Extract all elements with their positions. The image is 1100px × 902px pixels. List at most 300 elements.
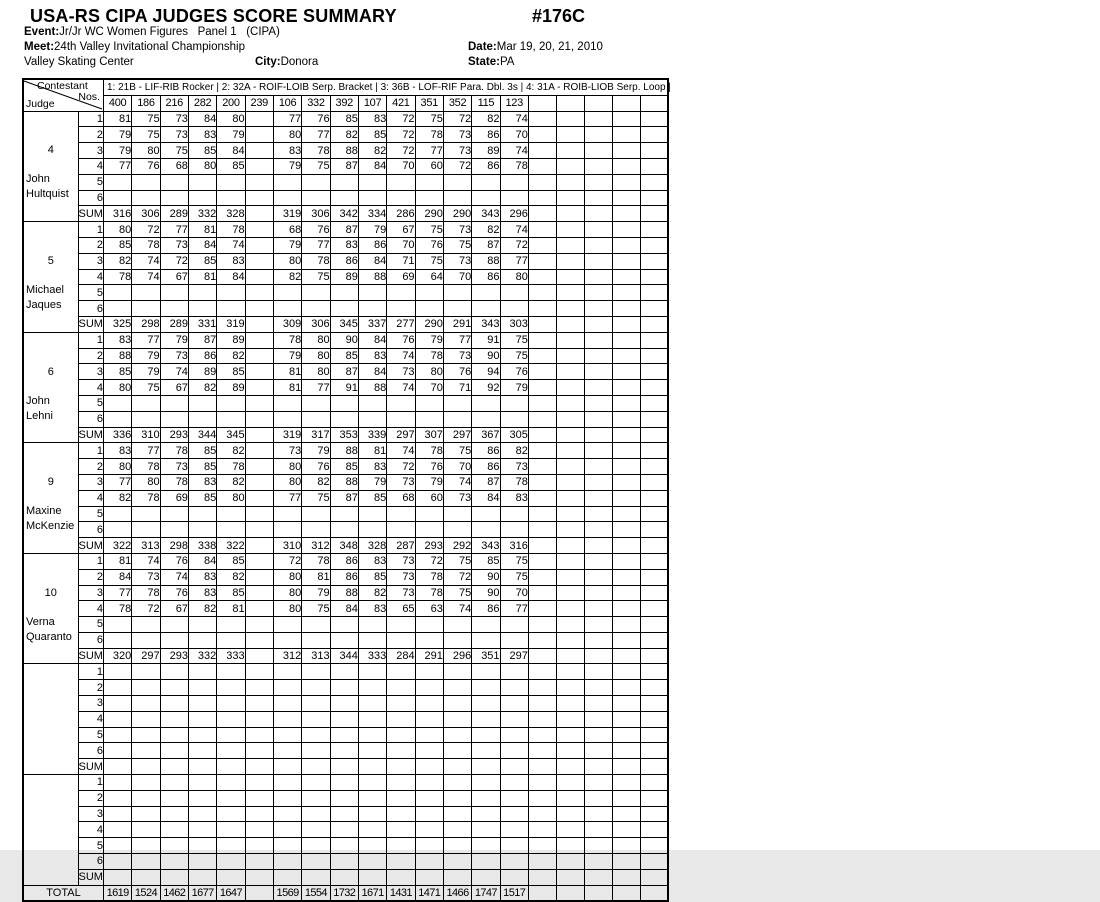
empty-score-cell <box>640 775 668 791</box>
score-cell: 77 <box>273 111 301 127</box>
score-cell: 80 <box>415 364 443 380</box>
empty-score-cell <box>612 664 640 680</box>
score-cell: 80 <box>217 111 245 127</box>
score-cell <box>302 775 330 791</box>
sum-cell: 316 <box>500 538 528 554</box>
sum-cell: 277 <box>387 316 415 332</box>
score-cell <box>132 838 160 854</box>
judge-name <box>24 394 78 424</box>
score-cell <box>500 775 528 791</box>
sum-cell: 290 <box>415 316 443 332</box>
score-cell <box>528 790 556 806</box>
score-cell: 74 <box>443 474 471 490</box>
empty-score-cell <box>640 111 668 127</box>
score-cell: 87 <box>330 158 358 174</box>
score-cell <box>132 395 160 411</box>
score-cell <box>387 711 415 727</box>
empty-score-cell <box>557 490 585 506</box>
sum-cell <box>245 759 273 775</box>
contestant-number-header: 115 <box>472 95 500 111</box>
score-cell: 86 <box>472 459 500 475</box>
score-cell <box>103 790 131 806</box>
score-cell <box>500 822 528 838</box>
empty-score-cell <box>612 538 640 554</box>
score-cell: 83 <box>103 332 131 348</box>
score-cell <box>472 711 500 727</box>
score-cell <box>245 490 273 506</box>
total-cell: 1619 <box>103 885 131 901</box>
contestant-number-header <box>528 95 556 111</box>
figure-row-label: 1 <box>78 222 103 238</box>
score-cell <box>188 285 216 301</box>
score-cell <box>103 806 131 822</box>
empty-score-cell <box>612 838 640 854</box>
score-cell <box>245 680 273 696</box>
score-cell: 89 <box>217 380 245 396</box>
score-cell: 77 <box>500 601 528 617</box>
score-cell <box>472 522 500 538</box>
city-value: Donora <box>280 56 319 68</box>
score-cell <box>103 743 131 759</box>
score-cell <box>245 569 273 585</box>
score-cell: 80 <box>273 127 301 143</box>
empty-score-cell <box>557 443 585 459</box>
score-cell: 73 <box>160 127 188 143</box>
sum-cell: 319 <box>217 316 245 332</box>
empty-score-cell <box>584 427 612 443</box>
score-cell <box>358 664 386 680</box>
score-cell <box>358 522 386 538</box>
score-cell: 74 <box>132 553 160 569</box>
figure-row-label: 5 <box>78 506 103 522</box>
score-cell: 80 <box>132 143 160 159</box>
empty-score-cell <box>640 174 668 190</box>
score-cell: 82 <box>358 143 386 159</box>
score-cell <box>330 775 358 791</box>
score-cell: 73 <box>160 237 188 253</box>
empty-header-cell <box>640 95 668 111</box>
score-cell: 91 <box>472 332 500 348</box>
score-cell <box>443 838 471 854</box>
empty-score-cell <box>612 522 640 538</box>
total-cell: 1554 <box>302 885 330 901</box>
score-cell <box>358 854 386 870</box>
score-cell <box>528 711 556 727</box>
score-cell <box>472 190 500 206</box>
score-cell <box>528 601 556 617</box>
empty-score-cell <box>557 601 585 617</box>
score-cell <box>358 395 386 411</box>
score-cell <box>528 522 556 538</box>
score-cell <box>188 190 216 206</box>
score-cell: 83 <box>188 585 216 601</box>
sum-cell: 310 <box>273 538 301 554</box>
empty-score-cell <box>557 237 585 253</box>
score-cell <box>245 617 273 633</box>
score-cell <box>387 743 415 759</box>
empty-score-cell <box>557 727 585 743</box>
event-label: Event: <box>24 26 60 38</box>
sum-cell: 306 <box>132 206 160 222</box>
venue-value: Valley Skating Center <box>24 56 134 68</box>
sum-cell: 290 <box>443 206 471 222</box>
score-cell: 74 <box>387 380 415 396</box>
empty-score-cell <box>640 158 668 174</box>
score-cell <box>330 285 358 301</box>
sum-cell: 367 <box>472 427 500 443</box>
score-cell: 92 <box>472 380 500 396</box>
sum-cell: 338 <box>188 538 216 554</box>
score-cell: 85 <box>358 490 386 506</box>
score-cell <box>330 838 358 854</box>
score-cell <box>387 411 415 427</box>
score-cell <box>245 743 273 759</box>
venue-line <box>24 56 134 68</box>
score-cell <box>302 696 330 712</box>
score-cell <box>443 285 471 301</box>
score-cell: 75 <box>132 111 160 127</box>
score-cell <box>132 806 160 822</box>
empty-score-cell <box>557 743 585 759</box>
score-cell: 67 <box>387 222 415 238</box>
score-cell <box>103 854 131 870</box>
empty-score-cell <box>612 190 640 206</box>
score-cell: 79 <box>132 364 160 380</box>
score-cell: 76 <box>302 111 330 127</box>
score-cell: 83 <box>217 253 245 269</box>
empty-score-cell <box>557 253 585 269</box>
sum-cell <box>443 759 471 775</box>
empty-score-cell <box>584 143 612 159</box>
score-cell: 89 <box>330 269 358 285</box>
sum-cell: 342 <box>330 206 358 222</box>
score-cell <box>302 522 330 538</box>
empty-score-cell <box>640 696 668 712</box>
score-cell <box>188 174 216 190</box>
score-cell <box>358 285 386 301</box>
empty-score-cell <box>584 301 612 317</box>
empty-header-cell <box>557 95 585 111</box>
score-cell <box>415 411 443 427</box>
empty-score-cell <box>584 111 612 127</box>
sum-cell <box>528 427 556 443</box>
figure-row-label: 6 <box>78 301 103 317</box>
score-cell <box>528 158 556 174</box>
event-line <box>24 26 280 38</box>
sum-cell: 348 <box>330 538 358 554</box>
contestant-number-header: 332 <box>302 95 330 111</box>
sum-cell <box>160 759 188 775</box>
score-cell: 73 <box>132 569 160 585</box>
score-cell: 78 <box>415 569 443 585</box>
judge-name <box>24 504 78 534</box>
score-cell: 78 <box>415 443 443 459</box>
score-cell <box>528 411 556 427</box>
score-cell <box>330 790 358 806</box>
empty-score-cell <box>584 553 612 569</box>
score-cell: 84 <box>103 569 131 585</box>
score-cell: 83 <box>358 348 386 364</box>
score-cell: 74 <box>443 601 471 617</box>
score-cell <box>188 680 216 696</box>
score-cell: 79 <box>415 474 443 490</box>
empty-score-cell <box>584 459 612 475</box>
empty-score-cell <box>640 759 668 775</box>
score-cell: 80 <box>302 348 330 364</box>
score-cell: 72 <box>443 158 471 174</box>
score-cell <box>132 522 160 538</box>
score-cell <box>188 838 216 854</box>
score-cell: 70 <box>500 585 528 601</box>
score-cell: 72 <box>387 127 415 143</box>
figure-row-label: 5 <box>78 395 103 411</box>
sum-cell: 353 <box>330 427 358 443</box>
score-cell <box>387 617 415 633</box>
sum-cell <box>528 316 556 332</box>
score-cell <box>160 617 188 633</box>
total-label: TOTAL <box>23 885 103 901</box>
score-cell <box>330 617 358 633</box>
empty-score-cell <box>640 206 668 222</box>
score-cell <box>217 838 245 854</box>
empty-score-cell <box>612 111 640 127</box>
judge-name-line2: Quaranto <box>26 630 72 643</box>
score-cell <box>132 617 160 633</box>
score-cell: 75 <box>132 380 160 396</box>
empty-score-cell <box>557 711 585 727</box>
score-cell <box>217 285 245 301</box>
score-cell: 78 <box>160 474 188 490</box>
score-cell: 68 <box>160 158 188 174</box>
figure-row-label: 4 <box>78 158 103 174</box>
judge-cell <box>23 443 78 554</box>
empty-score-cell <box>584 190 612 206</box>
score-cell: 72 <box>132 601 160 617</box>
empty-score-cell <box>612 411 640 427</box>
empty-score-cell <box>584 601 612 617</box>
empty-score-cell <box>557 854 585 870</box>
score-cell <box>188 395 216 411</box>
score-cell <box>500 190 528 206</box>
figure-row-label: 1 <box>78 443 103 459</box>
score-cell: 73 <box>443 348 471 364</box>
score-cell <box>273 522 301 538</box>
figure-row-label: 3 <box>78 585 103 601</box>
score-cell <box>500 727 528 743</box>
sum-cell: 312 <box>273 648 301 664</box>
sum-cell: 333 <box>358 648 386 664</box>
contestant-number-header: 239 <box>245 95 273 111</box>
sum-cell: 290 <box>415 206 443 222</box>
sum-cell <box>217 759 245 775</box>
score-cell <box>160 395 188 411</box>
sum-cell <box>415 759 443 775</box>
empty-score-cell <box>557 585 585 601</box>
score-cell <box>358 696 386 712</box>
empty-score-cell <box>612 395 640 411</box>
score-cell: 82 <box>500 443 528 459</box>
score-cell <box>358 617 386 633</box>
score-cell: 78 <box>160 443 188 459</box>
empty-score-cell <box>612 222 640 238</box>
empty-score-cell <box>640 332 668 348</box>
empty-score-cell <box>640 237 668 253</box>
sum-cell: 296 <box>500 206 528 222</box>
score-cell <box>443 743 471 759</box>
score-cell: 82 <box>103 253 131 269</box>
score-cell <box>245 696 273 712</box>
sum-cell: 306 <box>302 316 330 332</box>
score-cell <box>188 632 216 648</box>
empty-score-cell <box>584 664 612 680</box>
score-cell: 77 <box>132 443 160 459</box>
score-cell <box>273 301 301 317</box>
score-cell: 83 <box>500 490 528 506</box>
contestant-number-header: 186 <box>132 95 160 111</box>
score-cell: 64 <box>415 269 443 285</box>
score-cell <box>330 664 358 680</box>
score-cell <box>273 838 301 854</box>
score-cell: 78 <box>415 585 443 601</box>
sum-cell <box>302 759 330 775</box>
empty-score-cell <box>557 316 585 332</box>
score-cell: 71 <box>387 253 415 269</box>
empty-score-cell <box>612 680 640 696</box>
empty-score-cell <box>584 364 612 380</box>
empty-score-cell <box>557 459 585 475</box>
score-cell <box>472 285 500 301</box>
score-cell <box>302 822 330 838</box>
score-cell <box>330 711 358 727</box>
score-cell <box>415 806 443 822</box>
total-cell <box>245 885 273 901</box>
empty-score-cell <box>557 158 585 174</box>
sum-cell: 345 <box>330 316 358 332</box>
score-cell: 76 <box>387 332 415 348</box>
figure-row-label: 4 <box>78 490 103 506</box>
empty-score-cell <box>584 316 612 332</box>
empty-score-cell <box>584 474 612 490</box>
judge-cell <box>23 664 78 775</box>
score-cell: 75 <box>302 601 330 617</box>
empty-score-cell <box>640 364 668 380</box>
score-cell <box>217 522 245 538</box>
score-cell: 83 <box>330 237 358 253</box>
score-cell: 91 <box>330 380 358 396</box>
empty-score-cell <box>557 332 585 348</box>
score-cell <box>500 506 528 522</box>
score-cell <box>132 696 160 712</box>
score-cell: 88 <box>358 380 386 396</box>
empty-score-cell <box>640 380 668 396</box>
score-cell <box>415 301 443 317</box>
score-cell: 72 <box>387 111 415 127</box>
score-cell <box>188 617 216 633</box>
score-cell: 84 <box>217 269 245 285</box>
figure-row-label: 6 <box>78 411 103 427</box>
score-cell <box>387 301 415 317</box>
city-line <box>255 56 318 68</box>
score-cell <box>528 237 556 253</box>
score-cell: 74 <box>217 237 245 253</box>
empty-score-cell <box>640 459 668 475</box>
score-cell <box>217 806 245 822</box>
sum-cell <box>245 206 273 222</box>
empty-score-cell <box>640 727 668 743</box>
score-cell: 80 <box>500 269 528 285</box>
sum-cell <box>387 759 415 775</box>
empty-score-cell <box>640 664 668 680</box>
score-cell: 81 <box>358 443 386 459</box>
score-cell <box>528 285 556 301</box>
score-cell: 85 <box>472 553 500 569</box>
score-cell <box>528 443 556 459</box>
sum-cell: 297 <box>132 648 160 664</box>
score-cell <box>273 790 301 806</box>
judge-name <box>24 615 78 645</box>
sum-cell: 319 <box>273 206 301 222</box>
score-cell: 82 <box>188 601 216 617</box>
score-cell: 76 <box>160 585 188 601</box>
score-cell <box>217 395 245 411</box>
score-cell <box>528 395 556 411</box>
score-cell <box>415 854 443 870</box>
score-cell <box>500 617 528 633</box>
score-cell <box>245 380 273 396</box>
score-cell: 81 <box>273 380 301 396</box>
score-cell: 60 <box>415 490 443 506</box>
empty-score-cell <box>584 443 612 459</box>
empty-score-cell <box>612 174 640 190</box>
score-cell <box>245 459 273 475</box>
score-cell <box>245 806 273 822</box>
judge-number: 4 <box>47 144 54 157</box>
contestant-number-header: 123 <box>500 95 528 111</box>
score-cell: 85 <box>358 569 386 585</box>
empty-score-cell <box>584 380 612 396</box>
empty-score-cell <box>584 743 612 759</box>
empty-score-cell <box>640 617 668 633</box>
score-cell <box>387 285 415 301</box>
empty-score-cell <box>640 301 668 317</box>
score-cell <box>273 680 301 696</box>
score-cell: 80 <box>217 490 245 506</box>
score-cell <box>273 711 301 727</box>
empty-score-cell <box>612 854 640 870</box>
score-cell <box>472 727 500 743</box>
score-cell <box>443 664 471 680</box>
score-cell: 75 <box>302 269 330 285</box>
sum-cell <box>188 759 216 775</box>
score-cell: 78 <box>132 585 160 601</box>
score-cell: 77 <box>273 490 301 506</box>
score-cell: 63 <box>415 601 443 617</box>
sum-cell: 292 <box>443 538 471 554</box>
score-cell <box>245 854 273 870</box>
score-cell <box>330 395 358 411</box>
score-cell <box>302 790 330 806</box>
score-cell <box>302 743 330 759</box>
empty-score-cell <box>584 790 612 806</box>
score-cell: 74 <box>132 253 160 269</box>
score-cell <box>528 222 556 238</box>
score-cell <box>415 522 443 538</box>
empty-score-cell <box>584 727 612 743</box>
empty-score-cell <box>612 127 640 143</box>
score-cell <box>103 617 131 633</box>
score-cell: 75 <box>500 332 528 348</box>
contestant-number-header: 282 <box>188 95 216 111</box>
